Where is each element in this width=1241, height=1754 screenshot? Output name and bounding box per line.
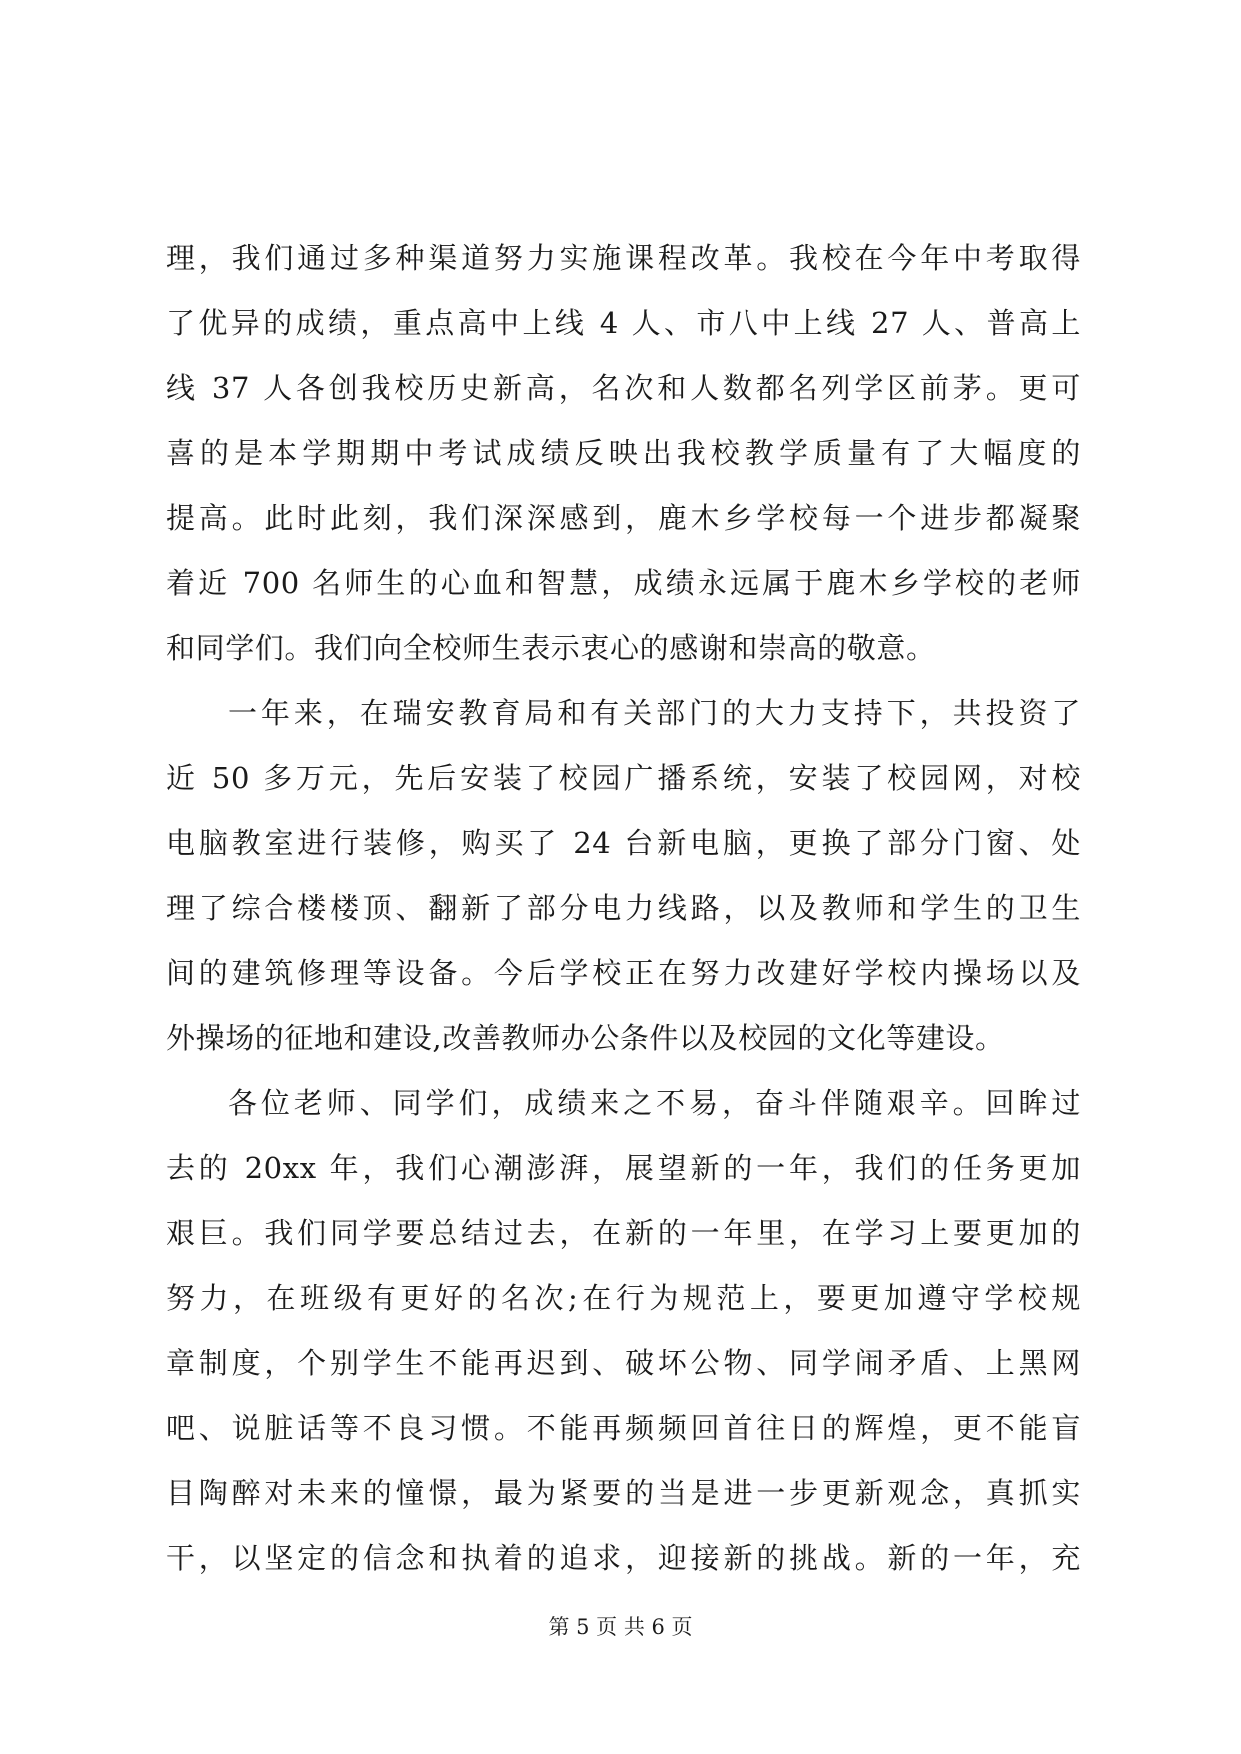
text-line: 艰巨。我们同学要总结过去，在新的一年里，在学习上要更加的: [166, 1216, 1081, 1250]
text-line: 去的 20xx 年，我们心潮澎湃，展望新的一年，我们的任务更加: [166, 1151, 1081, 1185]
text-line: 一年来，在瑞安教育局和有关部门的大力支持下，共投资了: [228, 696, 1081, 730]
text-line: 努力，在班级有更好的名次;在行为规范上，要更加遵守学校规: [166, 1281, 1081, 1315]
text-line: 理了综合楼楼顶、翻新了部分电力线路，以及教师和学生的卫生: [166, 891, 1081, 925]
text-line: 提高。此时此刻，我们深深感到，鹿木乡学校每一个进步都凝聚: [166, 501, 1081, 535]
text-line: 了优异的成绩，重点高中上线 4 人、市八中上线 27 人、普高上: [166, 306, 1081, 340]
text-line: 目陶醉对未来的憧憬，最为紧要的当是进一步更新观念，真抓实: [166, 1476, 1081, 1510]
text-line: 间的建筑修理等设备。今后学校正在努力改建好学校内操场以及: [166, 956, 1081, 990]
text-line: 干，以坚定的信念和执着的追求，迎接新的挑战。新的一年，充: [166, 1541, 1081, 1575]
text-line: 各位老师、同学们，成绩来之不易，奋斗伴随艰辛。回眸过: [228, 1086, 1081, 1120]
text-line: 理，我们通过多种渠道努力实施课程改革。我校在今年中考取得: [166, 241, 1081, 275]
text-line: 吧、说脏话等不良习惯。不能再频频回首往日的辉煌，更不能盲: [166, 1411, 1081, 1445]
page-number-footer: 第 5 页 共 6 页: [548, 1615, 693, 1639]
text-line: 章制度，个别学生不能再迟到、破坏公物、同学闹矛盾、上黑网: [166, 1346, 1081, 1380]
body-text: [166, 226, 1081, 1591]
text-line: 近 50 多万元，先后安装了校园广播系统，安装了校园网，对校: [166, 761, 1081, 795]
text-line: 着近 700 名师生的心血和智慧，成绩永远属于鹿木乡学校的老师: [166, 566, 1081, 600]
text-line: 线 37 人各创我校历史新高，名次和人数都名列学区前茅。更可: [166, 371, 1081, 405]
text-line: 外操场的征地和建设,改善教师办公条件以及校园的文化等建设。: [166, 1021, 1005, 1055]
text-line: 喜的是本学期期中考试成绩反映出我校教学质量有了大幅度的: [166, 436, 1081, 470]
text-line: 和同学们。我们向全校师生表示衷心的感谢和崇高的敬意。: [166, 631, 936, 665]
text-line: 电脑教室进行装修，购买了 24 台新电脑，更换了部分门窗、处: [166, 826, 1081, 860]
